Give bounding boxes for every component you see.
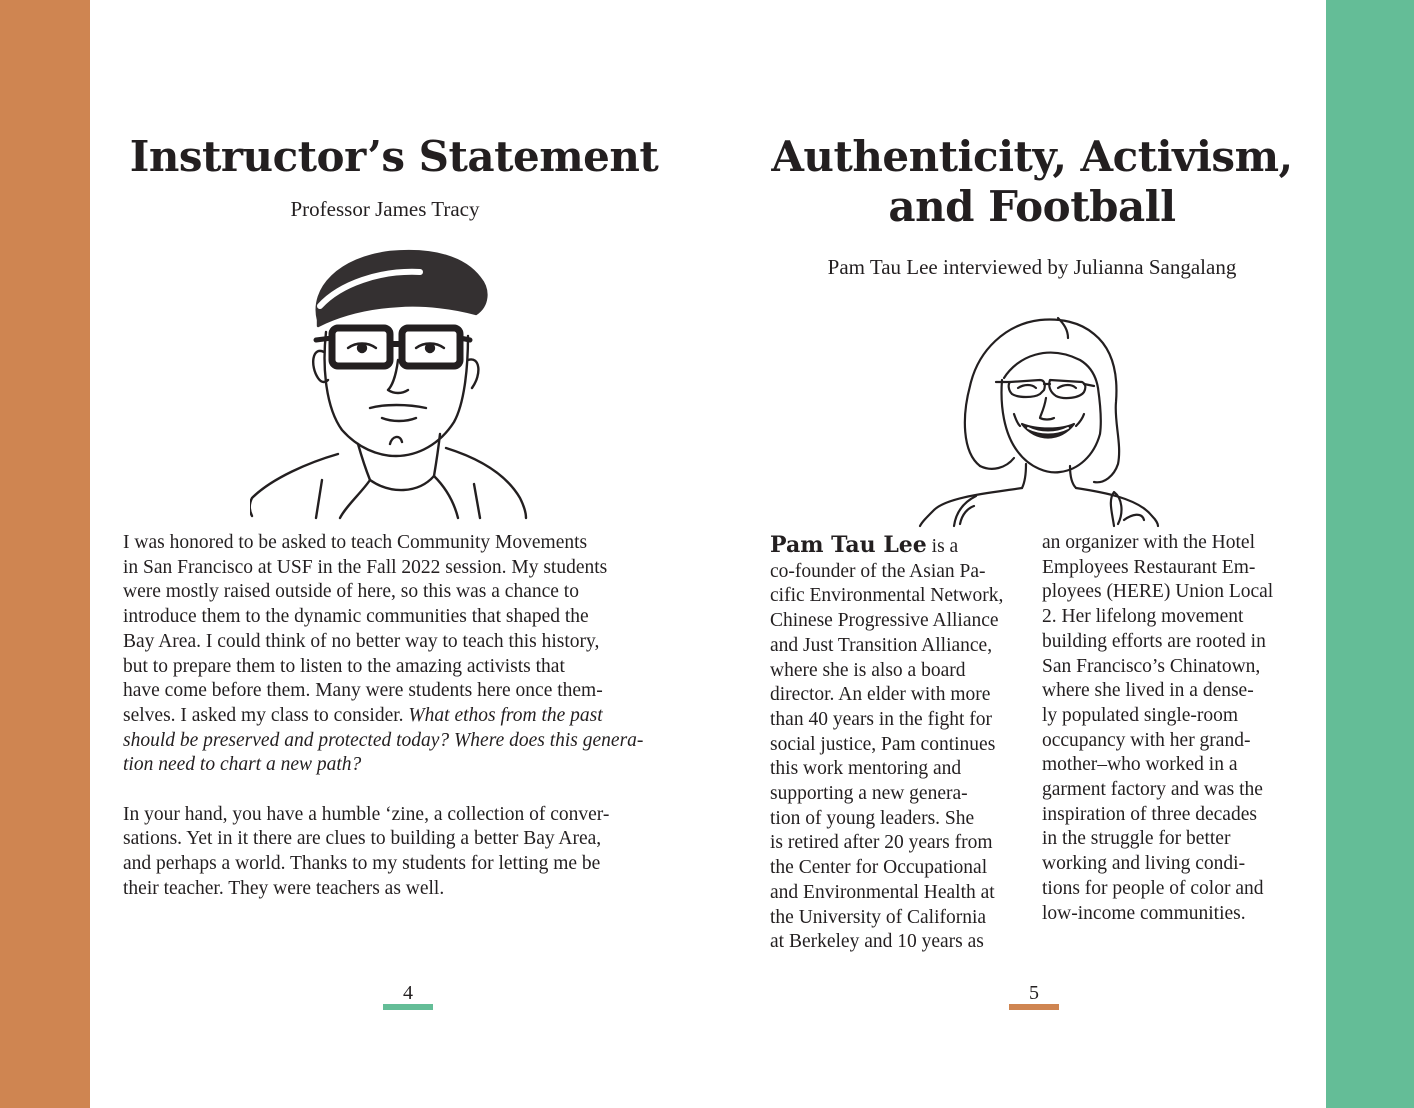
body-line: is retired after 20 years from	[770, 832, 993, 854]
interviewee-portrait-icon	[918, 316, 1164, 528]
left-color-band	[0, 0, 90, 1108]
body-line: ployees (HERE) Union Local	[1042, 581, 1274, 603]
body-line: were mostly raised outside of here, so this was a chance to	[123, 581, 579, 603]
body-line: In your hand, you have a humble ‘zine, a collection of conver-	[123, 803, 610, 825]
body-line: building efforts are rooted in	[1042, 630, 1266, 652]
interviewee-name: Pam Tau Lee	[770, 532, 927, 558]
body-line: low-income communities.	[1042, 902, 1246, 924]
body-line: 2. Her lifelong movement	[1042, 606, 1244, 628]
right-page	[708, 0, 1326, 1108]
body-line: ly populated single-room	[1042, 704, 1239, 726]
body-line: than 40 years in the fight for	[770, 708, 993, 730]
body-line: but to prepare them to listen to the amazing activists that	[123, 655, 565, 677]
body-line: the University of California	[770, 906, 987, 928]
body-line: in the struggle for better	[1042, 828, 1231, 850]
body-line: inspiration of three decades	[1042, 803, 1257, 825]
body-line: at Berkeley and 10 years as	[770, 931, 984, 953]
page-number-underline	[383, 1004, 433, 1010]
body-line: social justice, Pam continues	[770, 733, 996, 755]
body-line	[770, 533, 1026, 560]
body-line	[123, 704, 683, 729]
body-line: garment factory and was the	[1042, 779, 1263, 801]
body-line: tion of young leaders. She	[770, 807, 975, 829]
interview-byline: Pam Tau Lee interviewed by Julianna Sangalang	[827, 255, 1237, 279]
body-line: co-founder of the Asian Pa-	[770, 560, 986, 582]
body-text-run: is a	[926, 536, 959, 557]
page-number: 5	[1029, 982, 1039, 1004]
title-line: Authenticity, Activism,	[771, 132, 1293, 181]
italic-question: What ethos from the past	[408, 704, 603, 726]
body-line	[123, 729, 683, 754]
body-line: supporting a new genera-	[770, 783, 968, 805]
body-line: the Center for Occupational	[770, 857, 988, 879]
page-title: Instructor’s Statement	[129, 132, 659, 181]
body-line: Employees Restaurant Em-	[1042, 556, 1256, 578]
body-line	[123, 753, 683, 778]
italic-question: tion need to chart a new path?	[123, 754, 362, 776]
author-byline: Professor James Tracy	[290, 197, 480, 221]
body-line: have come before them. Many were students here once them-	[123, 680, 603, 702]
body-line: an organizer with the Hotel	[1042, 532, 1255, 553]
body-line: where she lived in a dense-	[1042, 680, 1254, 702]
body-line: cific Environmental Network,	[770, 585, 1004, 607]
body-line: and Just Transition Alliance,	[770, 634, 993, 656]
body-line: I was honored to be asked to teach Community Movements	[123, 532, 588, 553]
body-line: sations. Yet in it there are clues to building a better Bay Area,	[123, 828, 602, 850]
body-line: this work mentoring and	[770, 758, 962, 780]
instructor-portrait-icon	[250, 248, 530, 520]
title-line: and Football	[888, 182, 1176, 231]
page-number: 4	[403, 982, 413, 1004]
italic-question: should be preserved and protected today? Where does this genera-	[123, 729, 644, 751]
bio-column-1	[770, 533, 1026, 955]
left-page	[90, 0, 708, 1108]
body-line: San Francisco’s Chinatown,	[1042, 655, 1261, 677]
bio-column-2	[1042, 531, 1298, 926]
body-line: their teacher. They were teachers as well.	[123, 877, 445, 899]
body-line: tions for people of color and	[1042, 877, 1264, 899]
body-line: where she is also a board	[770, 659, 966, 681]
body-line: Bay Area. I could think of no better way to teach this history,	[123, 630, 600, 652]
right-color-band	[1326, 0, 1414, 1108]
body-text-run: selves. I asked my class to consider.	[123, 704, 409, 726]
body-line: director. An elder with more	[770, 684, 991, 706]
page-number-underline	[1009, 1004, 1059, 1010]
body-line: introduce them to the dynamic communities that shaped the	[123, 606, 589, 628]
body-line: in San Francisco at USF in the Fall 2022 session. My students	[123, 556, 608, 578]
body-line: and Environmental Health at	[770, 881, 995, 903]
instructor-statement-text	[123, 531, 683, 902]
body-line: occupancy with her grand-	[1042, 729, 1251, 751]
body-line: mother–who worked in a	[1042, 754, 1238, 776]
page-title	[738, 132, 1326, 232]
body-line: and perhaps a world. Thanks to my students for letting me be	[123, 853, 601, 875]
body-line: Chinese Progressive Alliance	[770, 610, 999, 632]
body-line: working and living condi-	[1042, 853, 1246, 875]
